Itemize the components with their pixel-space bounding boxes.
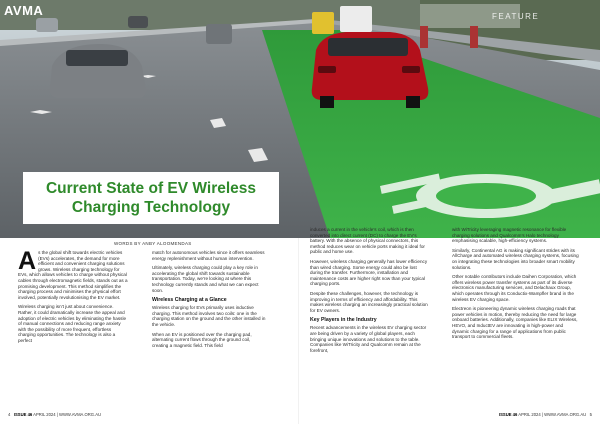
paragraph: Recent advancements in the wireless EV charging sector are being driven by a variety of global players, each bringing unique innovations and solutions to the table. Companies like WiTricity and Qualcomm remain at the forefront, xyxy=(310,325,427,353)
subheading: Key Players in the Industry xyxy=(310,317,377,324)
paragraph: Similarly, Continental AG is making significant strides with its AllCharge and automated wireless charging systems, focusing on integrating these technologies into broader smart mobility solutions. xyxy=(452,247,579,270)
column-3 xyxy=(310,227,430,357)
drop-cap: A xyxy=(18,247,37,275)
paragraph: Electreon is pioneering dynamic wireless charging roads that power vehicles in motion, thereby reducing the need for large onboard batteries. Additionally, companies like ELIX Wireless, HEVO, and InductEV are innovating in high-power and dynamic charging for a range of applications from public transport to commercial fleets. xyxy=(452,306,578,340)
paragraph: with WiTricity leveraging magnetic resonance for flexible charging solutions and Qualcomm’s Halo technology emphasising scalable, high-efficiency systems. xyxy=(452,227,567,244)
issue-details: APRIL 2024 | WWW.AVMA.ORG.AU xyxy=(517,412,587,417)
column-2 xyxy=(152,250,266,352)
magazine-logo: AVMA xyxy=(4,3,44,18)
title-box xyxy=(23,172,279,224)
page-fold xyxy=(298,238,299,424)
paragraph: induces a current in the vehicle’s coil, which is then converted into direct current (DC) to charge the EV’s battery. With the absence of physical connectors, this method reduces wear on vehicle ports making it ideal for public and home use. xyxy=(310,227,425,255)
byline: WORDS BY ANBY ALOOMENDAS xyxy=(114,241,192,246)
footer-right xyxy=(499,412,592,417)
paragraph: Other notable contributors include Daihen Corporation, which offers wireless power transfer systems as part of its diverse electronics manufacturing services, and Delachaux Group, which operates through its Conductix-Wampfler brand in the wireless EV charging space. xyxy=(452,274,577,302)
column-4 xyxy=(452,227,580,344)
issue-label: ISSUE 46 xyxy=(498,412,518,417)
paragraph: Wireless charging for EVs primarily uses inductive charging. This method involves two coils: one in the charging station on the ground and the other installed in the vehicle. xyxy=(152,305,266,327)
article-title: Current State of EV Wireless Charging Technology xyxy=(45,180,257,216)
subheading: Wireless Charging at a Glance xyxy=(152,297,227,304)
paragraph-text: s the global shift towards electric vehicles (EVs) accelerates, the demand for more efficient and convenient charging solutions grows. Wireless charging technology for EVs, which allows vehicles to charge without physical cables through electromagnetic fields, stands out as a promising development. This method simplifies the charging process and minimises the physical effort involved, potentially revolutionising the EV market. xyxy=(18,250,128,300)
footer-left xyxy=(8,412,101,417)
paragraph: Wireless charging isn’t just about convenience. Rather, it could dramatically increase the appeal and adoption of electric vehicles by eliminating the hassle of manual connections and reducing range anxiety with the possibility of more frequent, effortless charging opportunities. The technology is also a perfect xyxy=(18,304,127,343)
issue-details: APRIL 2024 | WWW.AVMA.ORG.AU xyxy=(32,412,102,417)
paragraph xyxy=(18,247,128,300)
page-number: 4 xyxy=(8,412,11,417)
paragraph: match for autonomous vehicles since it offers seamless energy replenishment without human intervention. xyxy=(152,250,265,261)
paragraph: When an EV is positioned over the charging pad, alternating current flows through the ground coil, creating a magnetic field. This field xyxy=(152,331,252,348)
paragraph: Ultimately, wireless charging could play a key role in accelerating the global shift towards sustainable transportation. Today, we’re looking at where this technology currently stands and what we can expect soon. xyxy=(152,265,259,293)
paragraph: However, wireless charging generally has lower efficiency than wired charging. Some energy could also be lost during the transfer. Furthermore, installation and maintenance costs are higher right now than your typical charging ports. xyxy=(310,258,428,287)
page-number: 5 xyxy=(589,412,592,417)
paragraph: Despite these challenges, however, the technology is improving in terms of efficiency and affordability. This makes wireless charging an increasingly practical solution for EV owners. xyxy=(310,290,428,313)
section-tag: FEATURE xyxy=(492,12,540,21)
issue-label: ISSUE 46 xyxy=(13,412,33,417)
column-1 xyxy=(18,247,128,348)
